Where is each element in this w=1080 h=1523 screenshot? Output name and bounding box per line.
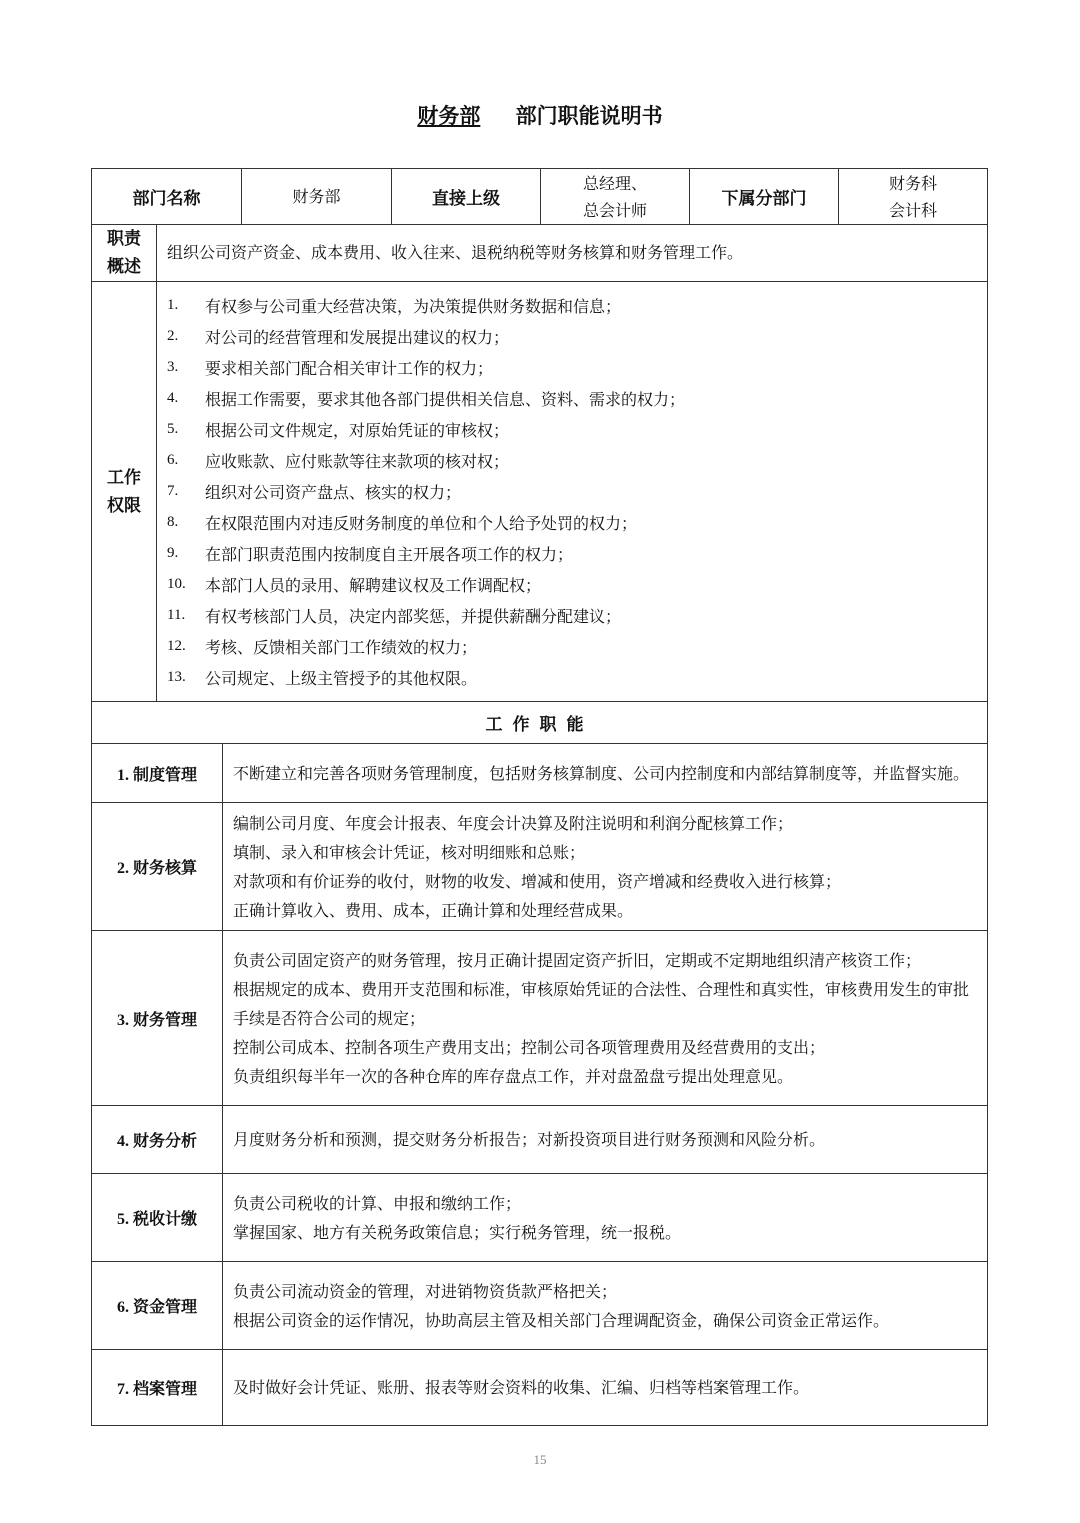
rights-item [167,662,977,693]
rights-label-line: 工作 [107,467,141,488]
function-label [92,744,223,803]
header-row [92,169,988,225]
rights-item-number: 4. [167,390,179,406]
function-description-line: 填制、录入和审核会计凭证，核对明细账和总账； [233,842,586,862]
rights-item-number: 13. [167,669,186,685]
rights-item [167,321,977,352]
function-name: 制度管理 [132,764,197,784]
rights-list [157,282,988,702]
function-label [92,1350,223,1426]
rights-item-number: 8. [167,514,179,530]
function-description-line: 及时做好会计凭证、账册、报表等财会资料的收集、汇编、归档等档案管理工作。 [233,1378,810,1397]
function-row [92,1174,988,1262]
summary-label-line: 概述 [107,257,141,277]
superior-value [541,169,690,225]
function-description [223,1106,988,1174]
function-description-line: 负责公司固定资产的财务管理，按月正确计提固定资产折旧，定期或不定期地组织清产核资工作； [233,950,922,970]
sub-dept-item: 会计科 [888,200,937,220]
function-description-line: 负责公司流动资金的管理，对进销物资货款严格把关； [233,1281,618,1301]
title-department: 财务部 [417,104,481,128]
function-description-line: 掌握国家、地方有关税务政策信息；实行税务管理，统一报税。 [233,1222,682,1242]
rights-item [167,569,977,600]
rights-item-number: 9. [167,545,179,561]
function-number: 7. [116,1381,129,1398]
rights-item [167,507,977,538]
function-row [92,1106,988,1174]
function-row [92,803,988,931]
rights-item-number: 6. [167,452,179,468]
superior-value-line: 总会计师 [582,200,647,220]
rights-item-text: 根据公司文件规定，对原始凭证的审核权； [205,421,510,440]
function-row [92,931,988,1106]
sub-dept-item: 财务科 [888,173,937,193]
rights-item-number: 3. [167,359,179,375]
rights-item-text: 根据工作需要，要求其他各部门提供相关信息、资料、需求的权力； [205,390,686,409]
rights-item-text: 在部门职责范围内按制度自主开展各项工作的权力； [205,545,574,564]
summary-label [92,225,157,282]
function-label [92,803,223,931]
function-description [223,931,988,1106]
rights-item [167,631,977,662]
rights-item-text: 组织对公司资产盘点、核实的权力； [205,483,462,502]
title-suffix: 部门职能说明书 [515,104,663,128]
section-title: 工作职能 [92,702,988,744]
function-description-line: 根据规定的成本、费用开支范围和标准，审核原始凭证的合法性、合理性和真实性，审核费用发生的审批手续是否符合公司的规定； [233,979,970,1028]
function-name: 资金管理 [132,1297,197,1316]
rights-item-text: 本部门人员的录用、解聘建议权及工作调配权； [205,576,542,595]
rights-item-number: 5. [167,421,179,437]
function-name: 财务管理 [132,1009,197,1029]
function-description-line: 负责组织每半年一次的各种仓库的库存盘点工作，并对盘盈盘亏提出处理意见。 [233,1066,794,1086]
function-number: 6. [116,1299,129,1316]
function-description-line: 控制公司成本、控制各项生产费用支出；控制公司各项管理费用及经营费用的支出； [233,1037,826,1057]
rights-item-number: 1. [167,297,179,313]
rights-item-number: 10. [167,576,186,592]
sub-depts-label: 下属分部门 [690,169,839,225]
function-name: 财务核算 [132,858,197,877]
function-spec-table [91,168,988,1426]
page-number: 15 [533,1452,547,1467]
function-description-line: 对款项和有价证券的收付，财物的收发、增减和使用，资产增减和经费收入进行核算； [233,871,842,891]
rights-item [167,414,977,445]
function-label [92,1106,223,1174]
rights-item [167,600,977,631]
summary-label-line: 职责 [107,229,141,249]
function-row [92,1262,988,1350]
function-number: 2. [116,860,129,877]
rights-item [167,476,977,507]
function-name: 财务分析 [132,1131,197,1150]
function-label [92,1174,223,1262]
rights-item-text: 公司规定、上级主管授予的其他权限。 [205,669,478,688]
function-label [92,931,223,1106]
rights-item-number: 11. [167,607,186,623]
sub-depts-value [839,169,988,225]
function-number: 5. [116,1211,129,1228]
function-description-line: 月度财务分析和预测，提交财务分析报告；对新投资项目进行财务预测和风险分析。 [233,1130,826,1149]
function-number: 4. [116,1133,129,1150]
rights-item [167,383,977,414]
function-description-line: 不断建立和完善各项财务管理制度，包括财务核算制度、公司内控制度和内部结算制度等，并监督实施。 [233,763,970,783]
rights-item-text: 有权参与公司重大经营决策，为决策提供财务数据和信息； [205,297,622,316]
function-name: 档案管理 [132,1379,197,1398]
dept-name-label: 部门名称 [92,169,242,225]
rights-item-text: 应收账款、应付账款等往来款项的核对权； [205,452,510,471]
rights-item-text: 要求相关部门配合相关审计工作的权力； [205,359,494,378]
rights-label-line: 权限 [107,495,141,516]
rights-item-number: 12. [167,638,186,654]
page-title [0,100,1080,130]
function-row [92,744,988,803]
section-title-row [92,702,988,744]
function-label [92,1262,223,1350]
function-description [223,1174,988,1262]
function-description [223,1350,988,1426]
function-number: 3. [116,1011,129,1029]
function-description [223,1262,988,1350]
rights-item [167,352,977,383]
function-description-line: 正确计算收入、费用、成本，正确计算和处理经营成果。 [233,900,634,920]
rights-item-text: 对公司的经营管理和发展提出建议的权力； [205,328,510,347]
function-description [223,744,988,803]
rights-item [167,445,977,476]
summary-text: 组织公司资产资金、成本费用、收入往来、退税纳税等财务核算和财务管理工作。 [157,225,988,282]
rights-item [167,290,977,321]
dept-name-value: 财务部 [242,169,392,225]
rights-item-text: 在权限范围内对违反财务制度的单位和个人给予处罚的权力； [205,514,638,533]
rights-label [92,282,157,702]
superior-value-line: 总经理、 [582,173,647,193]
summary-row [92,225,988,282]
rights-item-number: 2. [167,328,179,344]
function-description-line: 编制公司月度、年度会计报表、年度会计决算及附注说明和利润分配核算工作； [233,813,794,833]
function-description-line: 根据公司资金的运作情况，协助高层主管及相关部门合理调配资金，确保公司资金正常运作。 [233,1310,890,1330]
function-name: 税收计缴 [132,1209,197,1228]
rights-item-text: 有权考核部门人员，决定内部奖惩，并提供薪酬分配建议； [205,607,622,626]
function-description [223,803,988,931]
superior-label: 直接上级 [392,169,541,225]
rights-item [167,538,977,569]
rights-item-number: 7. [167,483,179,499]
rights-row [92,282,988,702]
function-description-line: 负责公司税收的计算、申报和缴纳工作； [233,1193,522,1213]
function-number: 1. [116,766,129,784]
function-row [92,1350,988,1426]
rights-item-text: 考核、反馈相关部门工作绩效的权力； [205,638,478,657]
